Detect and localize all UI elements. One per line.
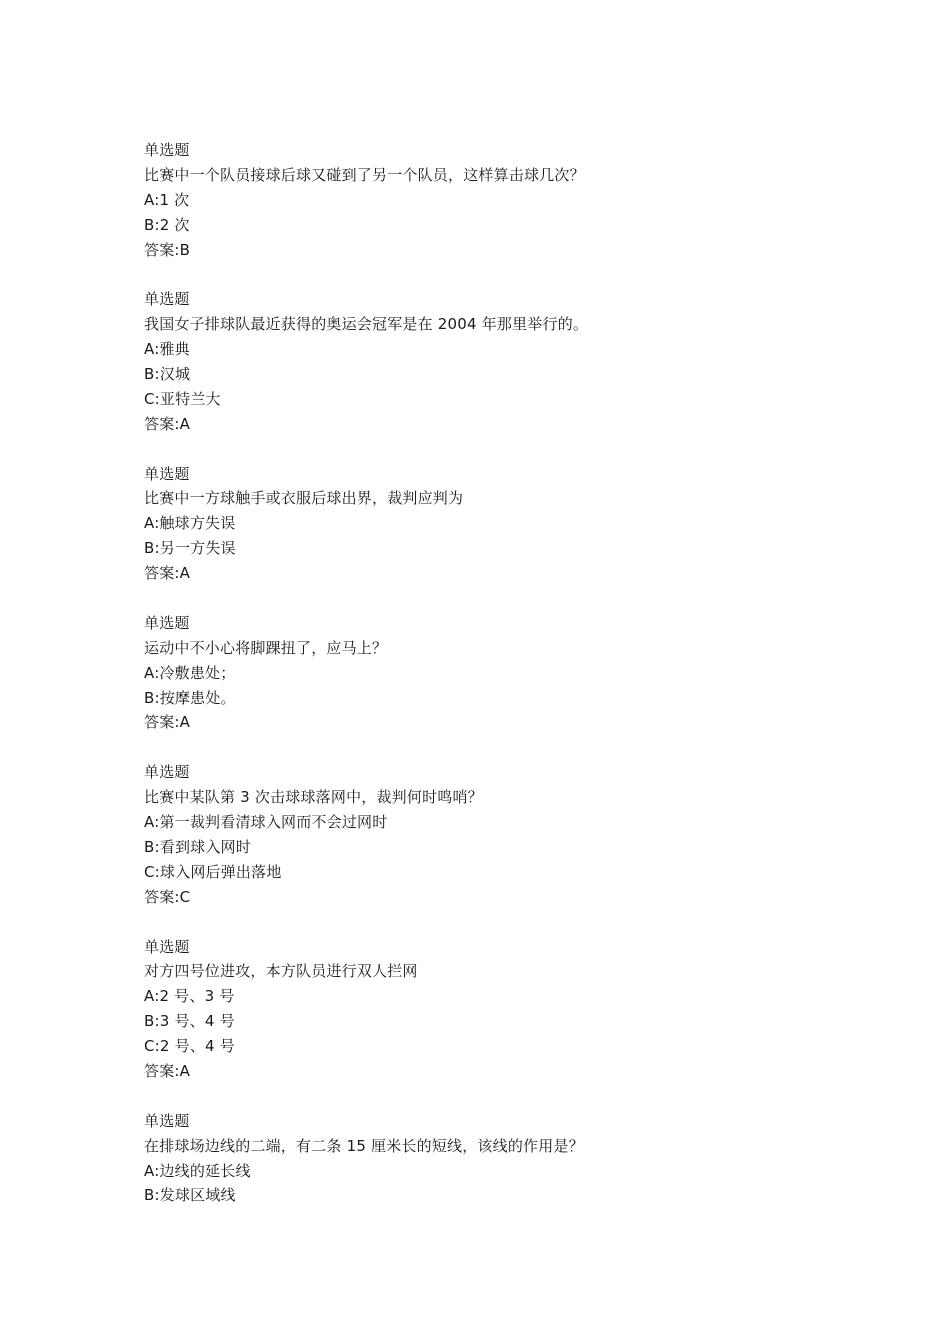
option-b: B:看到球入网时 (144, 837, 251, 856)
question-stem: 比赛中某队第 3 次击球球落网中，裁判何时鸣哨？ (144, 788, 483, 807)
question-stem: 比赛中一方球触手或衣服后球出界，裁判应判为 (144, 489, 464, 508)
option-b: B:3 号、4 号 (144, 1012, 235, 1031)
option-b: B:发球区域线 (144, 1186, 236, 1205)
question-type: 单选题 (144, 290, 190, 309)
question-stem: 我国女子排球队最近获得的奥运会冠军是在 2004 年那里举行的。 (144, 315, 589, 334)
question-stem: 运动中不小心将脚踝扭了，应马上？ (144, 638, 388, 657)
answer: 答案:C (144, 887, 191, 906)
question-type: 单选题 (144, 141, 190, 159)
option-a: A:触球方失误 (144, 514, 236, 533)
answer: 答案:B (144, 240, 191, 259)
question-stem: 对方四号位进攻，本方队员进行双人拦网 (144, 962, 418, 981)
option-b: B:汉城 (144, 365, 191, 384)
question-block-4 (144, 611, 844, 735)
option-a: A:2 号、3 号 (144, 987, 235, 1006)
question-list (144, 138, 844, 1233)
answer: 答案:A (144, 564, 191, 583)
question-type: 单选题 (144, 763, 190, 782)
question-type: 单选题 (144, 1111, 190, 1130)
question-type: 单选题 (144, 464, 190, 483)
question-type: 单选题 (144, 937, 190, 956)
option-c: C:亚特兰大 (144, 389, 221, 408)
option-c: C:2 号、4 号 (144, 1037, 235, 1056)
option-a: A:第一裁判看清球入网而不会过网时 (144, 813, 388, 832)
option-a: A:雅典 (144, 340, 190, 359)
answer: 答案:A (144, 1061, 191, 1080)
option-a: A:冷敷患处； (144, 663, 236, 682)
question-block-6 (144, 935, 844, 1084)
option-b: B:按摩患处。 (144, 688, 236, 707)
question-block-1 (144, 138, 844, 262)
question-block-7 (144, 1109, 844, 1209)
question-block-2 (144, 287, 844, 436)
question-type: 单选题 (144, 613, 190, 632)
answer: 答案:A (144, 713, 191, 732)
option-b: B:2 次 (144, 215, 190, 234)
answer: 答案:A (144, 414, 191, 433)
question-block-5 (144, 760, 844, 909)
option-c: C:球入网后弹出落地 (144, 862, 282, 881)
option-b: B:另一方失误 (144, 539, 236, 558)
option-a: A:边线的延长线 (144, 1161, 251, 1180)
question-stem: 在排球场边线的二端，有二条 15 厘米长的短线，该线的作用是？ (144, 1136, 584, 1155)
question-stem: 比赛中一个队员接球后球又碰到了另一个队员，这样算击球几次？ (144, 165, 585, 184)
option-a: A:1 次 (144, 190, 190, 209)
question-block-3 (144, 462, 844, 586)
